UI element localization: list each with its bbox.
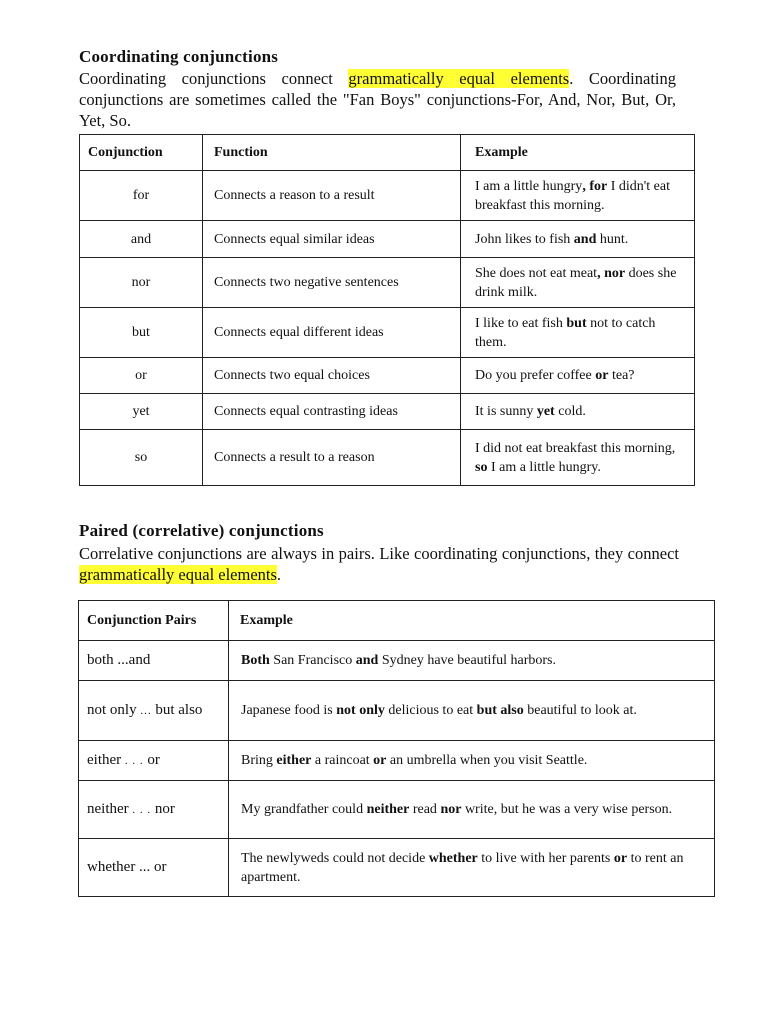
example-text: whether ... or bbox=[87, 859, 167, 875]
example-text: I am a little hungry bbox=[475, 178, 583, 194]
example-text: beautiful to look at. bbox=[523, 703, 637, 718]
bold-keyword: Both bbox=[241, 653, 270, 668]
example-cell bbox=[229, 839, 715, 897]
section-title-coordinating: Coordinating conjunctions bbox=[79, 47, 279, 66]
bold-keyword: nor bbox=[440, 802, 462, 817]
example-text: does she drink milk. bbox=[475, 265, 677, 300]
bold-keyword: not only bbox=[336, 703, 385, 718]
example-text: Sydney have beautiful harbors. bbox=[378, 653, 556, 668]
bold-keyword: or bbox=[613, 850, 628, 866]
intro-coordinating bbox=[79, 68, 676, 131]
example-text: delicious to eat bbox=[384, 703, 477, 718]
example-cell bbox=[461, 221, 695, 258]
correlative-table-body bbox=[79, 641, 715, 897]
example-text: She does not eat meat bbox=[475, 265, 598, 281]
example-text: The newlyweds could not decide bbox=[241, 850, 429, 866]
example-text: a raincoat bbox=[311, 753, 374, 768]
example-cell bbox=[461, 358, 695, 394]
table-row bbox=[80, 308, 695, 358]
example-text: Do you prefer coffee bbox=[475, 368, 596, 383]
example-text: both ...and bbox=[87, 652, 151, 668]
table-row bbox=[79, 741, 715, 781]
example-text: My grandfather could bbox=[241, 802, 367, 817]
table-row bbox=[80, 358, 695, 394]
example-cell bbox=[461, 171, 695, 221]
example-cell bbox=[461, 430, 695, 486]
example-cell bbox=[229, 681, 715, 741]
bold-keyword: or bbox=[595, 368, 609, 383]
bold-keyword: and bbox=[355, 653, 379, 668]
bold-keyword: yet bbox=[536, 404, 555, 419]
correlative-conjunctions-table bbox=[78, 600, 715, 897]
table-row bbox=[79, 839, 715, 897]
coordinating-conjunctions-table bbox=[79, 134, 695, 486]
function-cell: Connects two negative sentences bbox=[203, 258, 461, 308]
example-text: I didn't eat breakfast this morning. bbox=[475, 178, 670, 213]
table-row bbox=[79, 681, 715, 741]
example-text: not only bbox=[87, 701, 141, 718]
conjunction-cell: and bbox=[80, 221, 203, 258]
example-cell bbox=[229, 781, 715, 839]
bold-keyword: either bbox=[276, 753, 312, 768]
example-cell bbox=[461, 258, 695, 308]
conjunction-pair-cell bbox=[79, 741, 229, 781]
function-cell: Connects equal similar ideas bbox=[203, 221, 461, 258]
conjunction-pair-cell bbox=[79, 641, 229, 681]
function-cell: Connects a result to a reason bbox=[203, 430, 461, 486]
header-example: Example bbox=[229, 601, 715, 641]
table-row bbox=[80, 171, 695, 221]
example-text: Japanese food is bbox=[241, 703, 337, 718]
conjunction-cell: but bbox=[80, 308, 203, 358]
section-title-correlative: Paired (correlative) conjunctions bbox=[79, 521, 324, 540]
example-text: San Francisco bbox=[269, 653, 356, 668]
example-text: . . . bbox=[124, 754, 144, 767]
highlighted-phrase: grammatically equal elements bbox=[348, 69, 570, 88]
example-text: to rent an apartment. bbox=[241, 850, 684, 885]
conjunction-pair-cell bbox=[79, 839, 229, 897]
example-text: read bbox=[409, 802, 441, 817]
example-text: neither bbox=[87, 800, 133, 817]
example-text: John likes to fish bbox=[475, 231, 574, 247]
intro-text-start: Coordinating conjunctions connect bbox=[79, 69, 349, 88]
intro-text-end: . Coordinating conjunctions are sometimes called the "Fan Boys" conjunctions-For, And, Nor, But, Or, Yet, So. bbox=[79, 69, 677, 130]
example-cell bbox=[461, 308, 695, 358]
bold-keyword: but also bbox=[476, 703, 524, 718]
bold-keyword: whether bbox=[428, 850, 478, 866]
example-cell bbox=[229, 741, 715, 781]
example-text: write, but he was a very wise person. bbox=[461, 802, 673, 817]
table-header-row bbox=[80, 135, 695, 171]
conjunction-pair-cell bbox=[79, 781, 229, 839]
bold-keyword: , for bbox=[582, 178, 608, 194]
conjunction-cell: so bbox=[80, 430, 203, 486]
table-header-row bbox=[79, 601, 715, 641]
highlighted-phrase: grammatically equal elements bbox=[79, 565, 277, 584]
conjunction-cell: yet bbox=[80, 394, 203, 430]
header-conjunction-pairs: Conjunction Pairs bbox=[79, 601, 229, 641]
conjunction-cell: nor bbox=[80, 258, 203, 308]
example-text: tea? bbox=[608, 368, 635, 383]
example-text: It is sunny bbox=[475, 404, 537, 419]
example-text: an umbrella when you visit Seattle. bbox=[386, 753, 588, 768]
intro-text-end: . bbox=[276, 565, 282, 584]
bold-keyword: , nor bbox=[597, 265, 626, 281]
header-example: Example bbox=[461, 135, 695, 171]
example-text: but also bbox=[151, 701, 203, 718]
table-row bbox=[80, 430, 695, 486]
function-cell: Connects two equal choices bbox=[203, 358, 461, 394]
conjunction-pair-cell bbox=[79, 681, 229, 741]
example-cell bbox=[229, 641, 715, 681]
example-text: or bbox=[143, 751, 160, 768]
bold-keyword: but bbox=[566, 315, 587, 331]
intro-correlative bbox=[79, 543, 679, 585]
example-text: I am a little hungry. bbox=[487, 459, 601, 475]
header-function: Function bbox=[203, 135, 461, 171]
example-text: Bring bbox=[241, 753, 277, 768]
example-text: I like to eat fish bbox=[475, 315, 567, 331]
bold-keyword: and bbox=[573, 231, 597, 247]
function-cell: Connects equal contrasting ideas bbox=[203, 394, 461, 430]
example-text: ... bbox=[140, 704, 152, 717]
bold-keyword: so bbox=[475, 459, 488, 475]
bold-keyword: or bbox=[373, 753, 387, 768]
intro-text-start: Correlative conjunctions are always in pairs. Like coordinating conjunctions, they connect bbox=[79, 544, 679, 563]
table-row bbox=[80, 258, 695, 308]
example-text: I did not eat breakfast this morning, bbox=[475, 440, 676, 456]
example-cell bbox=[461, 394, 695, 430]
table-row bbox=[79, 641, 715, 681]
example-text: not to catch them. bbox=[475, 315, 656, 350]
function-cell: Connects equal different ideas bbox=[203, 308, 461, 358]
example-text: either bbox=[87, 751, 125, 768]
coordinating-table-body bbox=[80, 171, 695, 486]
header-conjunction: Conjunction bbox=[80, 135, 203, 171]
bold-keyword: neither bbox=[366, 802, 410, 817]
conjunction-cell: for bbox=[80, 171, 203, 221]
example-text: hunt. bbox=[596, 231, 629, 247]
conjunction-cell: or bbox=[80, 358, 203, 394]
table-row bbox=[80, 394, 695, 430]
table-row bbox=[80, 221, 695, 258]
example-text: . . . bbox=[132, 803, 152, 816]
example-text: nor bbox=[151, 800, 175, 817]
function-cell: Connects a reason to a result bbox=[203, 171, 461, 221]
table-row bbox=[79, 781, 715, 839]
example-text: cold. bbox=[554, 404, 586, 419]
example-text: to live with her parents bbox=[477, 850, 614, 866]
